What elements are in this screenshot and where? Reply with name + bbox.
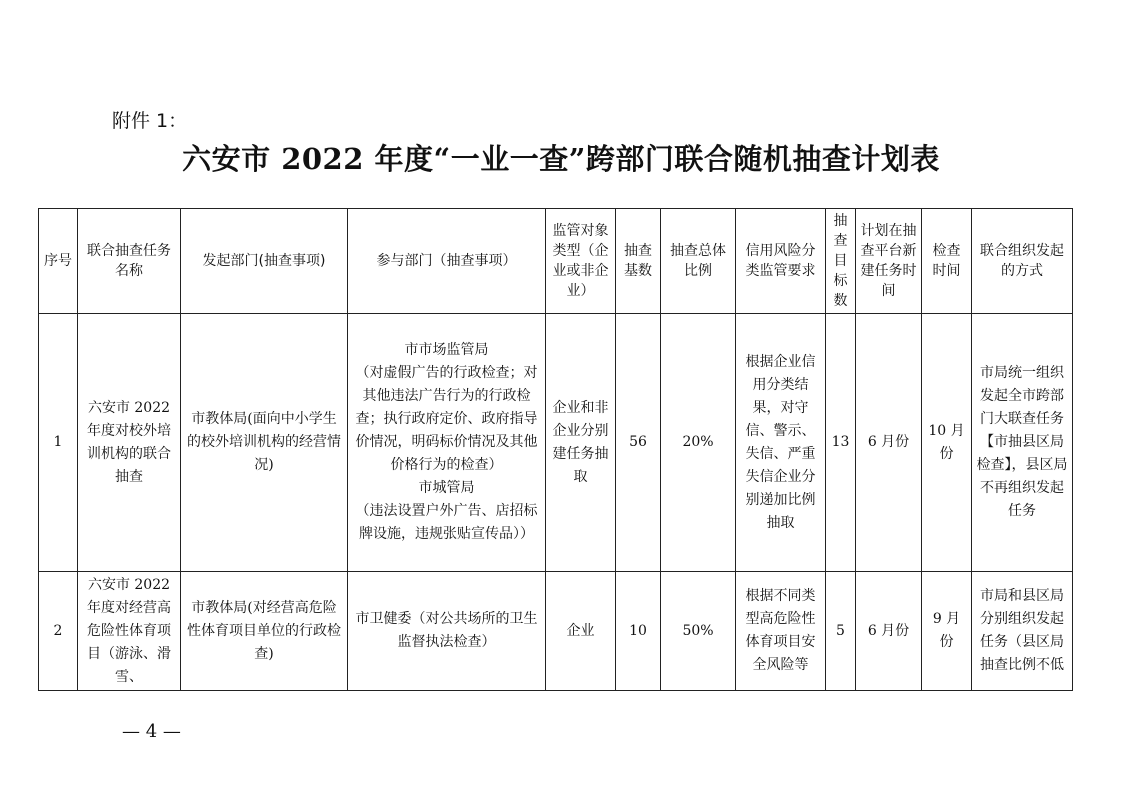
row-credit-text: 根据不同类型高危险性体育项目安全风险等 — [745, 588, 816, 673]
header-object-type: 监管对象类型（企业或非企业） — [546, 209, 616, 314]
row-method — [972, 572, 1073, 691]
row-base: 10 — [616, 572, 661, 691]
row-object-type: 企业 — [546, 572, 616, 691]
header-method: 联合组织发起的方式 — [972, 209, 1073, 314]
table-row — [39, 314, 1073, 572]
row-ratio: 20% — [661, 314, 736, 572]
header-ratio: 抽查总体比例 — [661, 209, 736, 314]
header-participants: 参与部门（抽查事项） — [348, 209, 546, 314]
header-plan-time: 计划在抽查平台新建任务时间 — [856, 209, 922, 314]
row-credit — [736, 572, 826, 691]
row-ratio: 50% — [661, 572, 736, 691]
participant-dept-items: （对虚假广告的行政检查；对其他违法广告行为的行政检查；执行政府定价、政府指导价情况，明码标价情况及其他价格行为的检查） — [355, 365, 538, 473]
header-base: 抽查基数 — [616, 209, 661, 314]
plan-table — [38, 208, 1073, 691]
header-task-name: 联合抽查任务名称 — [78, 209, 181, 314]
row-check-time: 10 月份 — [922, 314, 972, 572]
participant-dept-name: 市城管局 — [418, 480, 475, 496]
participant-dept-items: （违法设置户外广告、店招标牌设施，违规张贴宣传品）） — [355, 503, 538, 542]
header-seq: 序号 — [39, 209, 78, 314]
row-target: 13 — [826, 314, 856, 572]
participant-dept-name: 市市场监管局 — [404, 342, 489, 358]
attachment-label: 附件 1： — [112, 110, 188, 132]
row-seq: 1 — [39, 314, 78, 572]
row-seq: 2 — [39, 572, 78, 691]
row-plan-time: 6 月份 — [856, 314, 922, 572]
row-participants: 市卫健委（对公共场所的卫生监督执法检查） — [348, 572, 546, 691]
row-check-time: 9 月份 — [922, 572, 972, 691]
row-task-name: 六安市 2022 年度对校外培训机构的联合抽查 — [78, 314, 181, 572]
document-title: 六安市 2022 年度“一业一查”跨部门联合随机抽查计划表 — [182, 142, 940, 176]
row-initiator: 市教体局(对经营高危险性体育项目单位的行政检查) — [181, 572, 348, 691]
row-object-type: 企业和非企业分别建任务抽取 — [546, 314, 616, 572]
header-target: 抽查目标数 — [826, 209, 856, 314]
header-credit: 信用风险分类监管要求 — [736, 209, 826, 314]
row-plan-time: 6 月份 — [856, 572, 922, 691]
row-task-name — [78, 572, 181, 691]
row-task-name-text: 六安市 2022 年度对经营高危险性体育项目（游泳、滑雪、 — [87, 577, 171, 685]
table-header-row — [39, 209, 1073, 314]
row-target: 5 — [826, 572, 856, 691]
header-initiator: 发起部门(抽查事项) — [181, 209, 348, 314]
row-method-text: 市局和县区局分别组织发起任务（县区局抽查比例不低 — [980, 588, 1064, 673]
row-method: 市局统一组织发起全市跨部门大联查任务【市抽县区局检查】，县区局不再组织发起任务 — [972, 314, 1073, 572]
row-initiator: 市教体局(面向中小学生的校外培训机构的经营情况) — [181, 314, 348, 572]
row-credit: 根据企业信用分类结果，对守信、警示、失信、严重失信企业分别递加比例抽取 — [736, 314, 826, 572]
table-row — [39, 572, 1073, 691]
header-check-time: 检查时间 — [922, 209, 972, 314]
row-participants — [348, 314, 546, 572]
page-number: — 4 — — [122, 721, 181, 742]
row-base: 56 — [616, 314, 661, 572]
